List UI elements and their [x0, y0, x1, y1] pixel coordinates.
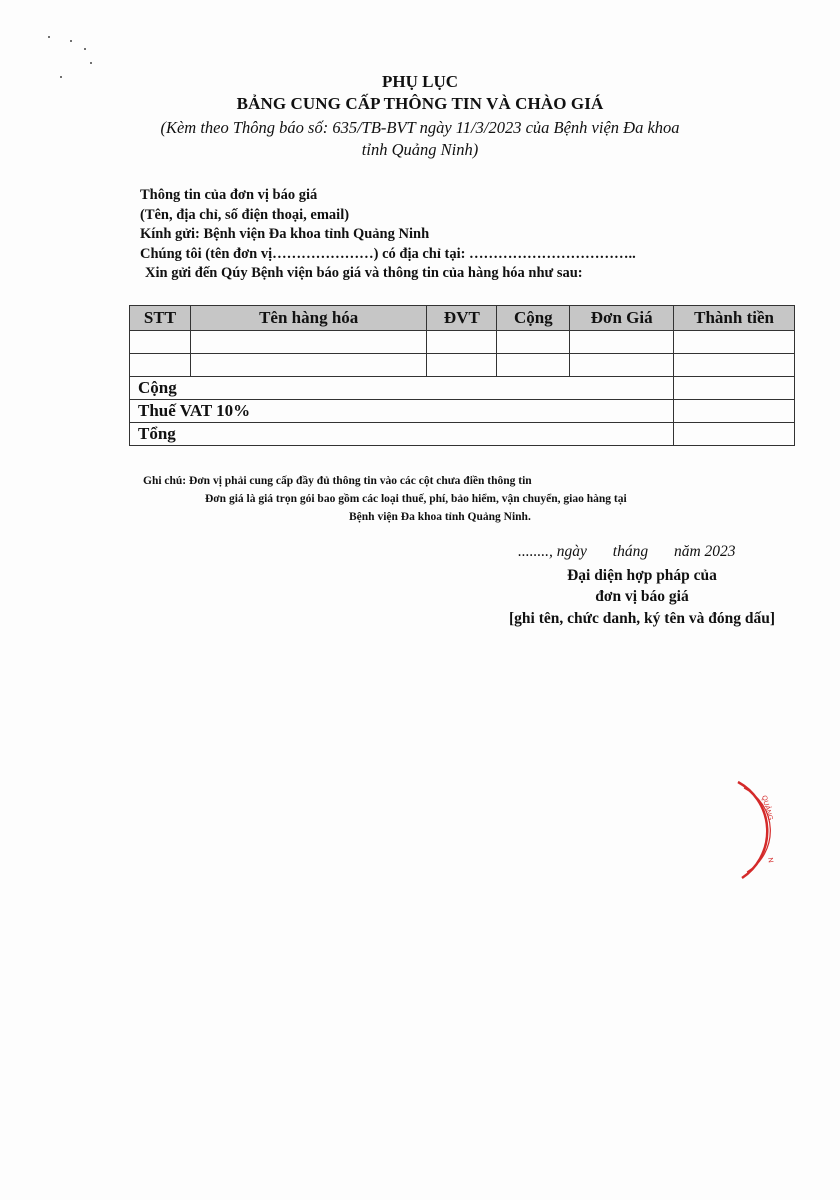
- total-label: Tổng: [130, 423, 674, 446]
- reference-line-1: (Kèm theo Thông báo số: 635/TB-BVT ngày 11/3/2023 của Bệnh viện Đa khoa: [160, 118, 680, 137]
- header-unit: ĐVT: [427, 306, 497, 331]
- note-line-1: Ghi chú: Đơn vị phải cung cấp đầy đủ thông tin vào các cột chưa điền thông tin: [143, 475, 532, 487]
- table-row: [130, 354, 795, 377]
- signer-role-line-1: Đại diện hợp pháp của: [567, 567, 717, 584]
- table-cell: [427, 331, 497, 354]
- table-cell: [674, 354, 795, 377]
- table-cell: [674, 331, 795, 354]
- table-cell: [190, 331, 426, 354]
- reference-note: [0, 117, 840, 161]
- info-line-1: Thông tin của đơn vị báo giá: [140, 187, 318, 203]
- note-line-2: Đơn giá là giá trọn gói bao gồm các loại thuế, phí, bảo hiểm, vận chuyển, giao hàng tại: [205, 493, 627, 505]
- table-cell: [497, 354, 570, 377]
- summary-row-vat: [130, 400, 795, 423]
- seal-text: QUẢNG: [760, 794, 774, 822]
- vat-label: Thuế VAT 10%: [130, 400, 674, 423]
- seal-text: N: [766, 857, 774, 864]
- scan-speck: [70, 40, 72, 42]
- table-cell: [427, 354, 497, 377]
- summary-row-subtotal: [130, 377, 795, 400]
- header-stt: STT: [130, 306, 191, 331]
- header-quantity: Cộng: [497, 306, 570, 331]
- table-cell: [570, 354, 674, 377]
- document-subtitle: BẢNG CUNG CẤP THÔNG TIN VÀ CHÀO GIÁ: [236, 94, 604, 113]
- info-line-5: Xin gửi đến Qúy Bệnh viện báo giá và thông tin của hàng hóa như sau:: [145, 265, 583, 281]
- signature-instruction: [ghi tên, chức danh, ký tên và đóng dấu]: [509, 610, 775, 627]
- sender-info: [140, 186, 636, 284]
- summary-row-total: [130, 423, 795, 446]
- vat-value: [674, 400, 795, 423]
- info-line-3: Kính gửi: Bệnh viện Đa khoa tỉnh Quảng Ninh: [140, 226, 430, 242]
- scan-speck: [48, 36, 50, 38]
- subtotal-value: [674, 377, 795, 400]
- signer-role-line-2: đơn vị báo giá: [595, 588, 689, 605]
- total-value: [674, 423, 795, 446]
- table-cell: [130, 354, 191, 377]
- red-seal-stamp: [730, 774, 800, 886]
- signing-date: [518, 543, 744, 561]
- subtotal-label: Cộng: [130, 377, 674, 400]
- info-line-2: (Tên, địa chỉ, số điện thoại, email): [140, 206, 350, 223]
- table-cell: [570, 331, 674, 354]
- scan-speck: [90, 62, 92, 64]
- table-cell: [130, 331, 191, 354]
- date-month: tháng: [612, 543, 649, 560]
- note-line-3: Bệnh viện Đa khoa tỉnh Quảng Ninh.: [349, 511, 531, 523]
- info-line-4: Chúng tôi (tên đơn vị…………………) có địa chỉ tại: ……………………………..: [140, 245, 636, 262]
- document-title: PHỤ LỤC: [381, 72, 459, 91]
- table-cell: [497, 331, 570, 354]
- date-day: ........, ngày: [518, 543, 587, 560]
- table-row: [130, 331, 795, 354]
- scan-speck: [84, 48, 86, 50]
- table-header-row: [130, 306, 795, 331]
- table-cell: [190, 354, 426, 377]
- header-total: Thành tiền: [674, 306, 795, 331]
- header-item-name: Tên hàng hóa: [190, 306, 426, 331]
- header-unit-price: Đơn Giá: [570, 306, 674, 331]
- reference-line-2: tỉnh Quảng Ninh): [361, 140, 479, 159]
- date-year: năm 2023: [673, 543, 736, 560]
- quote-table: [129, 305, 795, 446]
